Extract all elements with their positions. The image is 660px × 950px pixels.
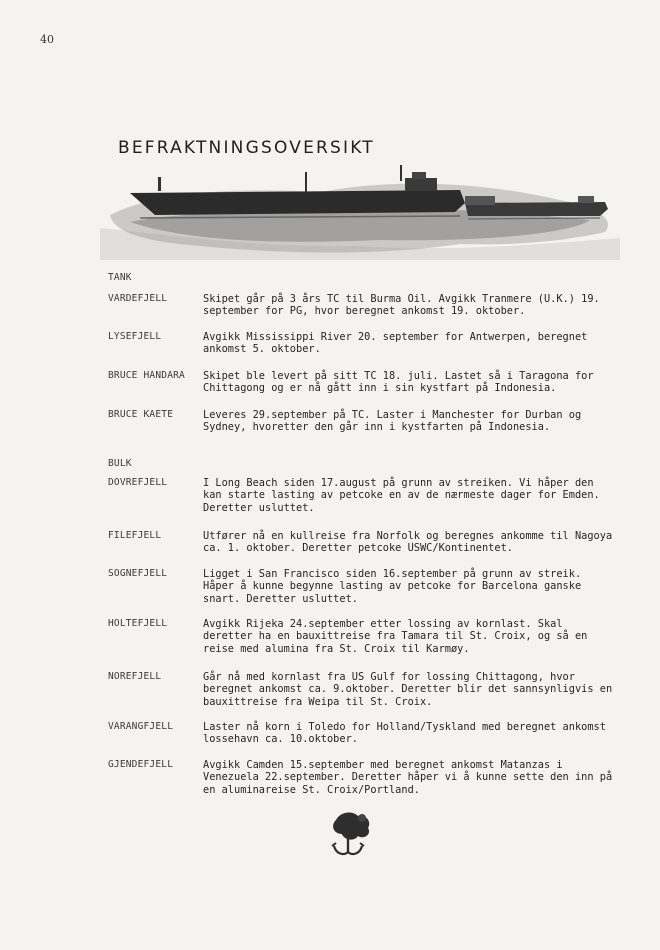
vessel-status: Avgikk Rijeka 24.september etter lossing av kornlast. Skal deretter ha en bauxittreise fra Tamara til St. Croix, og så en reise med alumina fra St. Croix til Karmøy. bbox=[203, 618, 588, 655]
vessel-status: Skipet går på 3 års TC til Burma Oil. Avgikk Tranmere (U.K.) 19. september for PG, hvor beregnet ankomst 19. oktober. bbox=[203, 293, 600, 318]
section-label-bulk: BULK bbox=[108, 458, 132, 469]
anchor-emblem-icon bbox=[322, 808, 378, 860]
vessel-name: DOVREFJELL bbox=[108, 477, 168, 488]
vessel-status: Utfører nå en kullreise fra Norfolk og beregnes ankomme til Nagoya ca. 1. oktober. Deretter petcoke USWC/Kontinentet. bbox=[203, 530, 613, 555]
vessel-name: BRUCE HANDARA bbox=[108, 370, 185, 381]
vessel-name: VARDEFJELL bbox=[108, 293, 168, 304]
vessel-name: SOGNEFJELL bbox=[108, 568, 168, 579]
vessel-status: Avgikk Camden 15.september med beregnet ankomst Matanzas i Venezuela 22.september. Deretter håper vi å kunne sette den inn på en aluminareise St. Croix/Portland. bbox=[203, 759, 613, 796]
vessel-status: Leveres 29.september på TC. Laster i Manchester for Durban og Sydney, hvoretter den går inn i kystfarten på Indonesia. bbox=[203, 409, 582, 434]
vessel-status: Skipet ble levert på sitt TC 18. juli. Lastet så i Taragona for Chittagong og er nå gått inn i sin kystfart på Indonesia. bbox=[203, 370, 594, 395]
show-through-text bbox=[496, 92, 507, 123]
vessel-name: HOLTEFJELL bbox=[108, 618, 168, 629]
section-label-tank: TANK bbox=[108, 272, 132, 283]
vessel-status: Laster nå korn i Toledo for Holland/Tyskland med beregnet ankomst lossehavn ca. 10.oktober. bbox=[203, 721, 606, 746]
vessel-name: GJENDEFJELL bbox=[108, 759, 174, 770]
vessel-status: Avgikk Mississippi River 20. september for Antwerpen, beregnet ankomst 5. oktober. bbox=[203, 331, 588, 356]
vessel-status: I Long Beach siden 17.august på grunn av streiken. Vi håper den kan starte lasting av petcoke en av de nærmeste dager for Emden. Deretter usluttet. bbox=[203, 477, 600, 514]
vessel-status: Ligget i San Francisco siden 16.september på grunn av streik. Håper å kunne begynne lasting av petcoke for Barcelona ganske snart. Deretter usluttet. bbox=[203, 568, 582, 605]
vessel-name: FILEFJELL bbox=[108, 530, 162, 541]
page-number: 40 bbox=[40, 33, 54, 46]
tanker-ship-illustration bbox=[100, 160, 620, 260]
vessel-status: Går nå med kornlast fra US Gulf for lossing Chittagong, hvor beregnet ankomst ca. 9.oktober. Deretter blir det sannsynligvis en bauxittreise fra Weipa til St. Croix. bbox=[203, 671, 613, 708]
page-title: BEFRAKTNINGSOVERSIKT bbox=[118, 138, 375, 159]
vessel-name: BRUCE KAETE bbox=[108, 409, 174, 420]
vessel-name: LYSEFJELL bbox=[108, 331, 162, 342]
vessel-name: VARANGFJELL bbox=[108, 721, 174, 732]
vessel-name: NOREFJELL bbox=[108, 671, 162, 682]
